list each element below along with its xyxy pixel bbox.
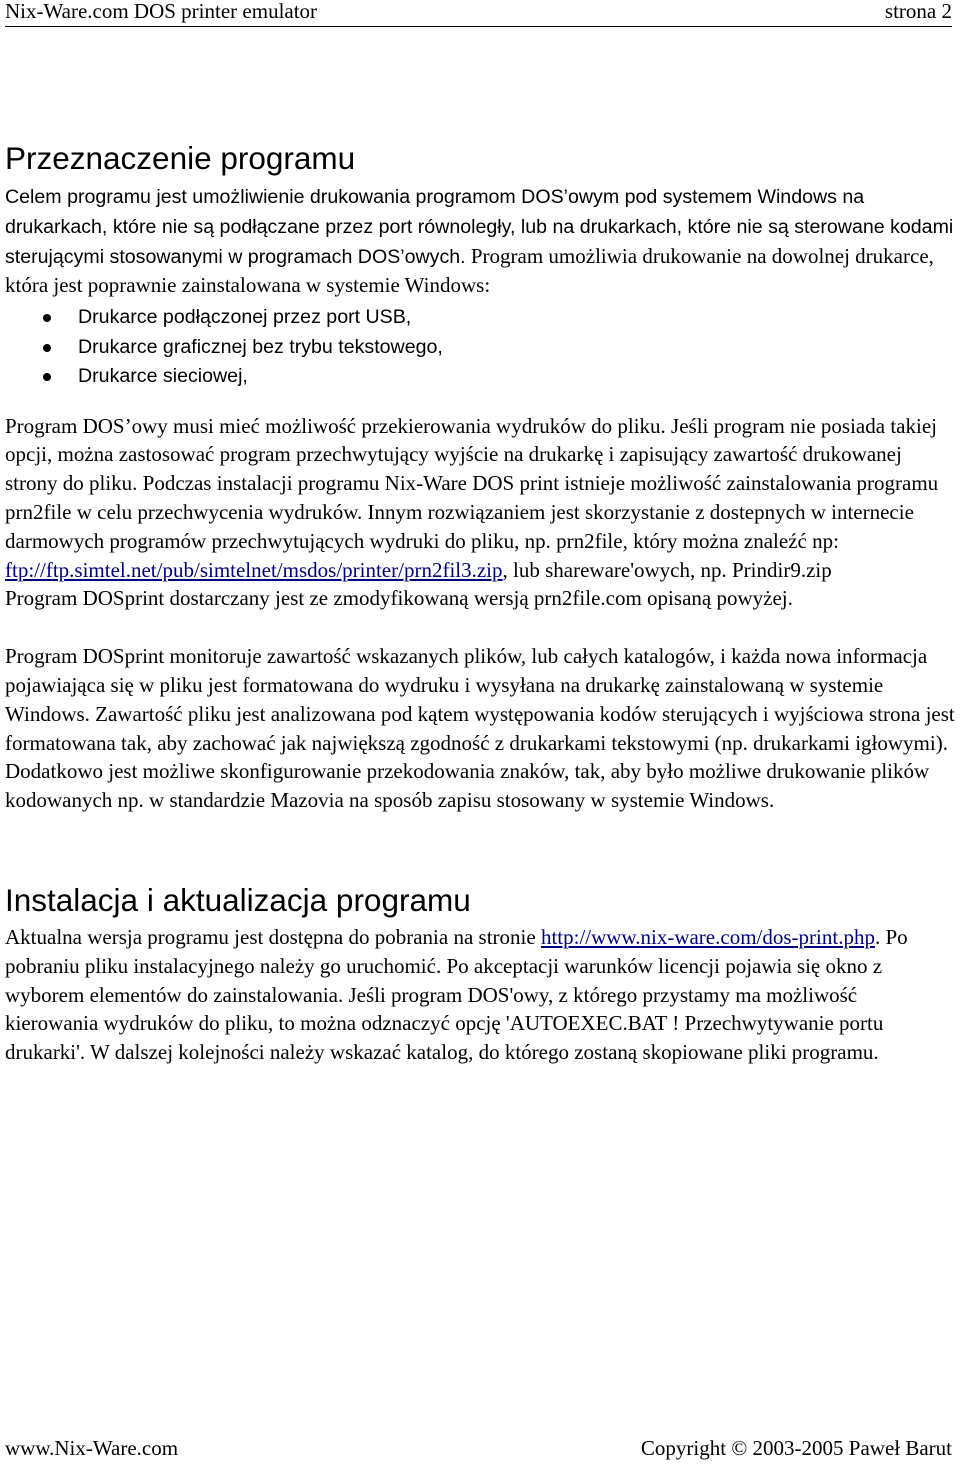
footer-copyright: Copyright © 2003-2005 Paweł Barut: [640, 1436, 952, 1460]
list-item-text: Drukarce graficznej bez trybu tekstowego,: [78, 335, 443, 358]
redirect-text-c: , lub shareware'owych, np. Prindir9.zip: [502, 557, 832, 582]
paragraph-redirect: [5, 412, 955, 585]
document-body: [5, 140, 955, 1067]
install-text-b: . Po pobraniu pliku instalacyjnego należy go uruchomić. Po akceptacji warunków licencji pojawia się okno z wyborem elementów do zainstalowania. Jeśli program DOS'owy, z którego przystamy ma możliwość kierowania wydruków do pliku, to można odznaczyć opcję 'AUTOEXEC.BAT ! Przechwytywanie portu drukarki'. W dalszej kolejności należy wskazać katalog, do którego zostaną skopiowane pliki programu.: [5, 925, 908, 1065]
paragraph-modified-prn2file: Program DOSprint dostarczany jest ze zmodyfikowaną wersją prn2file.com opisaną powyżej.: [5, 586, 793, 611]
paragraph-purpose-intro: [5, 182, 955, 300]
paragraph-installation: [5, 923, 955, 1067]
download-link[interactable]: http://www.nix-ware.com/dos-print.php: [540, 925, 875, 950]
page-header: [5, 0, 952, 27]
supported-printers-list: [5, 303, 955, 392]
header-title: Nix-Ware.com DOS printer emulator: [5, 0, 318, 23]
footer-website: www.Nix-Ware.com: [5, 1436, 179, 1460]
bullet-icon: [43, 344, 51, 352]
section-title-purpose: Przeznaczenie programu: [5, 140, 356, 176]
install-text-a: Aktualna wersja programu jest dostępna do pobrania na stronie: [5, 925, 541, 950]
redirect-text-a: Program DOS’owy musi mieć możliwość przekierowania wydruków do pliku.: [5, 413, 666, 438]
section-title-installation: Instalacja i aktualizacja programu: [5, 882, 471, 919]
redirect-text-b: Jeśli program nie posiada takiej opcji, można zastosować program przechwytujący wyjście na drukarkę i zapisujący zawartość drukowanej strony do pliku. Podczas instalacji programu Nix-Ware DOS print istnieje możliwość zainstalowania programu prn2file w celu przechwycenia wydruków. Innym rozwiązaniem jest skorzystanie z dostepnych w internecie darmowych programów przechwytujących wydruki do pliku, np. prn2file, który można znaleźć np:: [5, 413, 939, 553]
list-item: [5, 303, 955, 333]
intro-text-sans: Celem programu jest umożliwienie drukowania programom DOS’owym pod systemem Windows na drukarkach, które nie są podłączane przez port równoległy, lub na drukarkach, które nie są sterowane kodami sterującymi stosowanymi w programach DOS’owych.: [5, 186, 954, 268]
ftp-link[interactable]: ftp://ftp.simtel.net/pub/simtelnet/msdos/printer/prn2fil3.zip: [5, 557, 503, 582]
list-item-text: Drukarce sieciowej,: [78, 365, 248, 388]
paragraph-monitoring: Program DOSprint monitoruje zawartość wskazanych plików, lub całych katalogów, i każda nowa informacja pojawiająca się w pliku jest formatowana do wydruku i wysyłana na drukarkę zainstalowaną w systemie Windows. Zawartość pliku jest analizowana pod kątem występowania kodów sterujących i wyjściowa strona jest formatowana tak, aby zachować jak największą zgodność z drukarkami tekstowymi (np. drukarkami igłowymi).: [5, 644, 955, 755]
page-number: strona 2: [884, 0, 952, 23]
paragraph-encoding: Dodatkowo jest możliwe skonfigurowanie przekodowania znaków, tak, aby było możliwe drukowanie plików kodowanych np. w standardzie Mazovia na sposób zapisu stosowany w systemie Windows.: [5, 759, 930, 813]
intro-text-serif: Program umożliwia drukowanie na dowolnej drukarce, która jest poprawnie zainstalowana w systemie Windows:: [5, 243, 934, 298]
list-item-text: Drukarce podłączonej przez port USB,: [78, 306, 412, 329]
bullet-icon: [43, 314, 51, 322]
bullet-icon: [43, 373, 51, 381]
list-item: [5, 362, 955, 392]
list-item: [5, 333, 955, 363]
